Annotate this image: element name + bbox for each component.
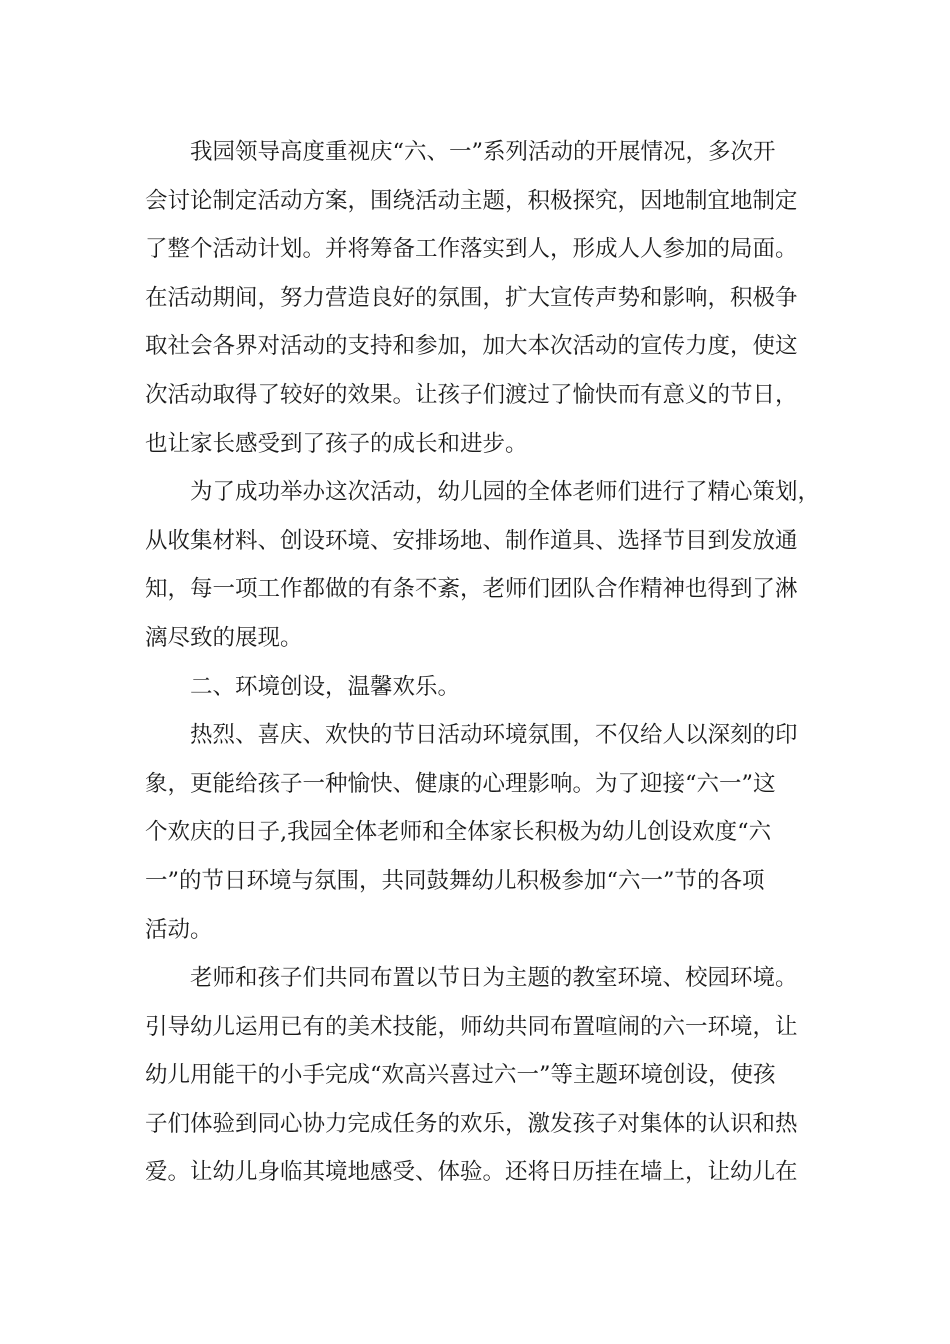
paragraph-line: 漓尽致的展现。	[145, 624, 303, 651]
paragraph-line: 引导幼儿运用已有的美术技能，师幼共同布置喧闹的六一环境，让	[145, 1013, 798, 1040]
paragraph-line: 我园领导高度重视庆“六、一”系列活动的开展情况，多次开	[190, 139, 776, 165]
paragraph-line: 在活动期间，努力营造良好的氛围，扩大宣传声势和影响，积极争	[145, 284, 798, 311]
paragraph-line: 知，每一项工作都做的有条不紊，老师们团队合作精神也得到了淋	[145, 576, 798, 603]
body-text	[145, 128, 845, 1197]
paragraph-line: 象，更能给孩子一种愉快、健康的心理影响。为了迎接“六一”这	[145, 770, 776, 797]
paragraph-line: 了整个活动计划。并将筹备工作落实到人，形成人人参加的局面。	[145, 236, 798, 263]
paragraph-line: 也让家长感受到了孩子的成长和进步。	[145, 430, 528, 457]
section-heading: 二、环境创设，温馨欢乐。	[190, 673, 461, 700]
paragraph-line: 老师和孩子们共同布置以节日为主题的教室环境、校园环境。	[190, 965, 798, 992]
paragraph-line: 为了成功举办这次活动，幼儿园的全体老师们进行了精心策划，	[190, 479, 821, 506]
paragraph-line: 个欢庆的日子,我园全体老师和全体家长积极为幼儿创设欢度“六	[145, 819, 772, 846]
paragraph-line: 热烈、喜庆、欢快的节日活动环境氛围，不仅给人以深刻的印	[190, 722, 798, 749]
paragraph-line: 子们体验到同心协力完成任务的欢乐，激发孩子对集体的认识和热	[145, 1110, 798, 1137]
paragraph-line: 从收集材料、创设环境、安排场地、制作道具、选择节目到发放通	[145, 527, 798, 554]
paragraph-line: 会讨论制定活动方案，围绕活动主题，积极探究，因地制宜地制定	[145, 187, 798, 214]
paragraph-line: 活动。	[145, 916, 213, 943]
paragraph-line: 次活动取得了较好的效果。让孩子们渡过了愉快而有意义的节日，	[145, 381, 798, 408]
paragraph-line: 爱。让幼儿身临其境地感受、体验。还将日历挂在墙上，让幼儿在	[145, 1159, 798, 1186]
paragraph-line: 一”的节日环境与氛围，共同鼓舞幼儿积极参加“六一”节的各项	[145, 867, 765, 894]
paragraph-line: 取社会各界对活动的支持和参加，加大本次活动的宣传力度，使这	[145, 333, 798, 360]
paragraph-line: 幼儿用能干的小手完成“欢高兴喜过六一”等主题环境创设，使孩	[145, 1062, 776, 1089]
